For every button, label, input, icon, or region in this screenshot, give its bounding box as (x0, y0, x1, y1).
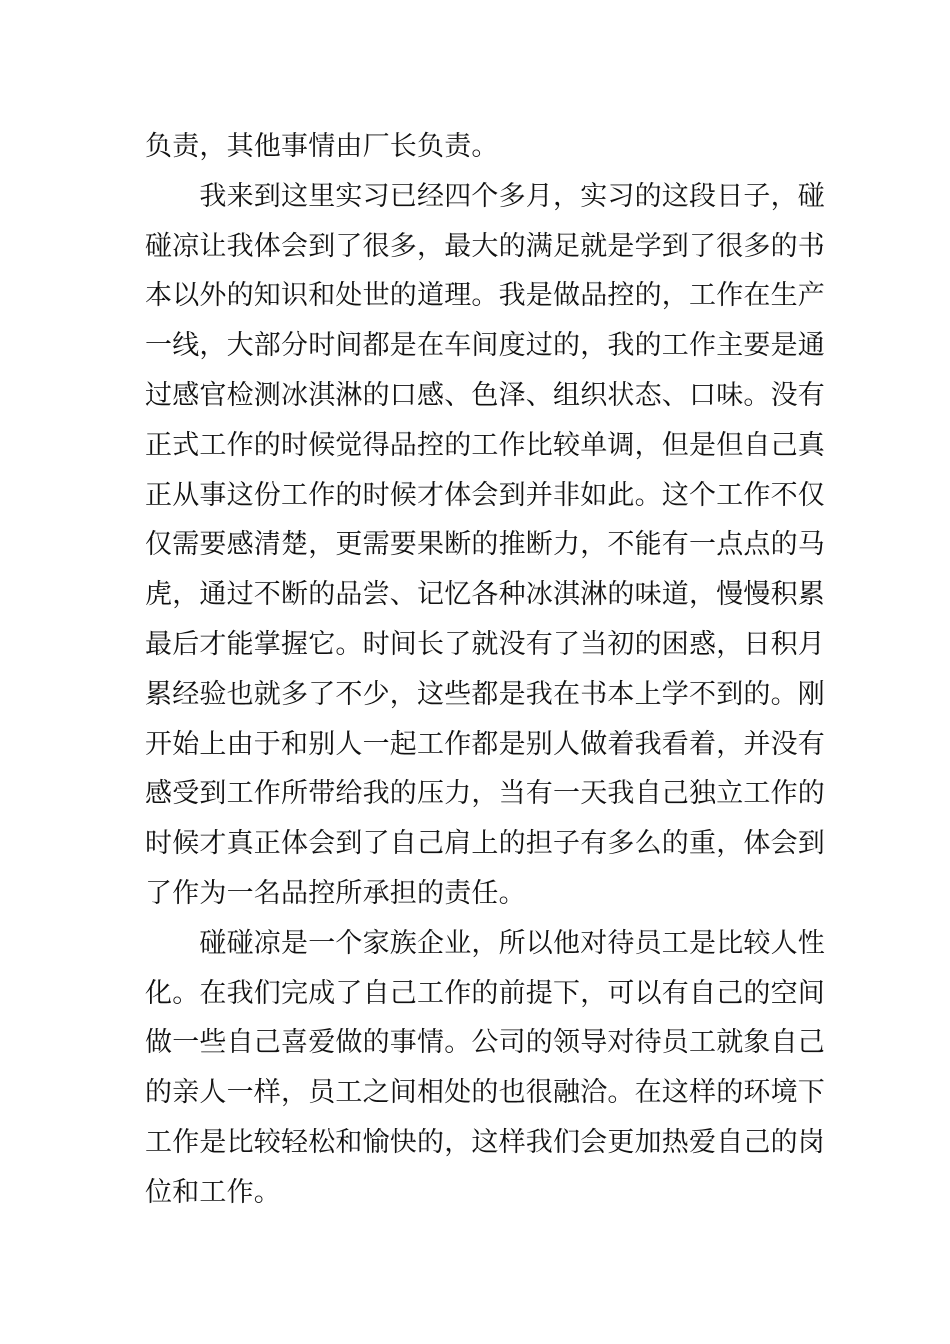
paragraph-3 (145, 919, 825, 1218)
body-text (145, 122, 825, 1218)
text-line: 感受到工作所带给我的压力，当有一天我自己独立工作的 (145, 778, 825, 810)
text-line: 化。在我们完成了自己工作的前提下，可以有自己的空间 (145, 977, 825, 1009)
text-line: 最后才能掌握它。时间长了就没有了当初的困惑，日积月 (145, 628, 825, 660)
paragraph-1 (145, 122, 810, 172)
text-line: 开始上由于和别人一起工作都是别人做着我看着，并没有 (145, 728, 825, 760)
text-line: 过感官检测冰淇淋的口感、色泽、组织状态、口味。没有 (145, 379, 825, 411)
paragraph-2 (145, 172, 825, 919)
text-line: 碰碰凉是一个家族企业，所以他对待员工是比较人性 (145, 927, 825, 959)
text-line: 仅需要感清楚，更需要果断的推断力，不能有一点点的马 (145, 529, 825, 561)
text-line: 碰凉让我体会到了很多，最大的满足就是学到了很多的书 (145, 230, 825, 262)
text-line: 了作为一名品控所承担的责任。 (145, 877, 526, 909)
text-line: 累经验也就多了不少，这些都是我在书本上学不到的。刚 (145, 678, 825, 710)
text-line: 虎，通过不断的品尝、记忆各种冰淇淋的味道，慢慢积累 (145, 579, 825, 611)
text-line: 做一些自己喜爱做的事情。公司的领导对待员工就象自己 (145, 1027, 825, 1059)
text-line: 我来到这里实习已经四个多月，实习的这段日子，碰 (145, 180, 825, 212)
text-line: 的亲人一样，员工之间相处的也很融洽。在这样的环境下 (145, 1077, 825, 1109)
text-line: 一线，大部分时间都是在车间度过的，我的工作主要是通 (145, 330, 825, 362)
text-line: 工作是比较轻松和愉快的，这样我们会更加热爱自己的岗 (145, 1126, 825, 1158)
text-line: 时候才真正体会到了自己肩上的担子有多么的重，体会到 (145, 828, 825, 860)
text-line: 正从事这份工作的时候才体会到并非如此。这个工作不仅 (145, 479, 825, 511)
text-line: 本以外的知识和处世的道理。我是做品控的，工作在生产 (145, 280, 825, 312)
text-line: 位和工作。 (145, 1176, 281, 1208)
text-line: 负责，其他事情由厂长负责。 (145, 131, 499, 162)
text-line: 正式工作的时候觉得品控的工作比较单调，但是但自己真 (145, 429, 825, 461)
